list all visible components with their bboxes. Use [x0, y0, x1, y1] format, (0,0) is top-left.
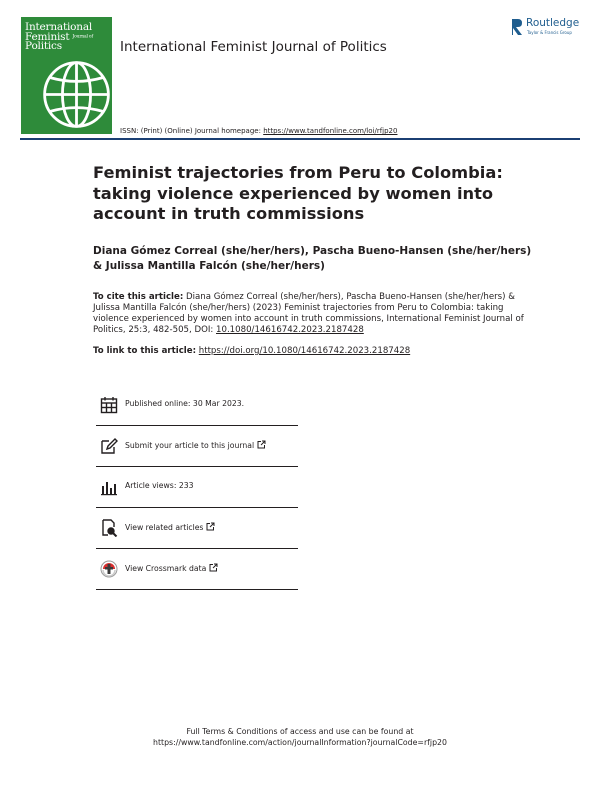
- doi-link[interactable]: 10.1080/14616742.2023.2187428: [216, 325, 364, 335]
- external-link-icon: [257, 440, 266, 449]
- article-link[interactable]: https://doi.org/10.1080/14616742.2023.2187428: [198, 346, 411, 356]
- journal-cover: [21, 17, 112, 134]
- citation: [93, 292, 533, 336]
- bar-chart-icon: [100, 478, 118, 496]
- article-title: Feminist trajectories from Peru to Colombia: taking violence experienced by women into account in truth commissions: [93, 163, 503, 223]
- info-views: [96, 466, 298, 508]
- edit-icon: [100, 437, 118, 455]
- cite-text: Diana Gómez Correal (she/her/hers), Pascha Bueno-Hansen (she/her/hers) & Julissa Mantilla Falcón (she/her/hers) (2023) Feminist trajectories from Peru to Colombia: taking violence experienced by women into account in truth commissions, International Feminist Journal of Politics, 25:3, 482-505, DOI:: [93, 292, 524, 335]
- journal-homepage-link[interactable]: https://www.tandfonline.com/loi/rfjp20: [263, 127, 398, 135]
- footer-terms: Full Terms & Conditions of access and use can be found at: [186, 727, 414, 736]
- cover-title-line: Politics: [25, 40, 62, 52]
- issn-label: ISSN: (Print) (Online) Journal homepage:: [120, 127, 261, 135]
- issn-line: [120, 127, 397, 135]
- footer: [0, 727, 600, 748]
- crossmark-icon: [100, 560, 118, 578]
- cite-label: To cite this article:: [93, 292, 184, 302]
- header-divider: [20, 138, 580, 140]
- publisher-name: Routledge: [526, 17, 580, 29]
- published-date: Published online: 30 Mar 2023.: [125, 399, 245, 408]
- publisher-tagline: Taylor & Francis Group: [527, 30, 572, 35]
- calendar-icon: [100, 396, 118, 414]
- info-crossmark[interactable]: [96, 548, 298, 590]
- cover-title-line: Feminist Journal of: [25, 30, 93, 43]
- related-search-icon: [100, 519, 118, 537]
- globe-graphic-icon: [39, 57, 112, 132]
- info-published: [96, 384, 298, 426]
- article-link-line: [93, 346, 410, 356]
- article-authors: Diana Gómez Correal (she/her/hers), Pascha Bueno-Hansen (she/her/hers) & Julissa Mantilla Falcón (she/her/hers): [93, 245, 532, 272]
- submit-article-link[interactable]: Submit your article to this journal: [125, 440, 266, 450]
- link-label: To link to this article:: [93, 346, 197, 356]
- crossmark-link[interactable]: View Crossmark data: [125, 563, 218, 573]
- external-link-icon: [209, 563, 218, 572]
- info-submit[interactable]: [96, 425, 298, 467]
- journal-title: International Feminist Journal of Politics: [120, 39, 387, 55]
- routledge-logo-icon: [511, 18, 523, 36]
- external-link-icon: [206, 522, 215, 531]
- footer-url[interactable]: https://www.tandfonline.com/action/journalInformation?journalCode=rfjp20: [153, 737, 447, 747]
- cover-title-sub: Journal of: [72, 34, 93, 39]
- cover-title: [25, 23, 93, 52]
- related-articles-link[interactable]: View related articles: [125, 522, 215, 532]
- cover-title-line: International: [25, 21, 93, 33]
- article-views: Article views: 233: [125, 481, 194, 490]
- info-related[interactable]: [96, 507, 298, 549]
